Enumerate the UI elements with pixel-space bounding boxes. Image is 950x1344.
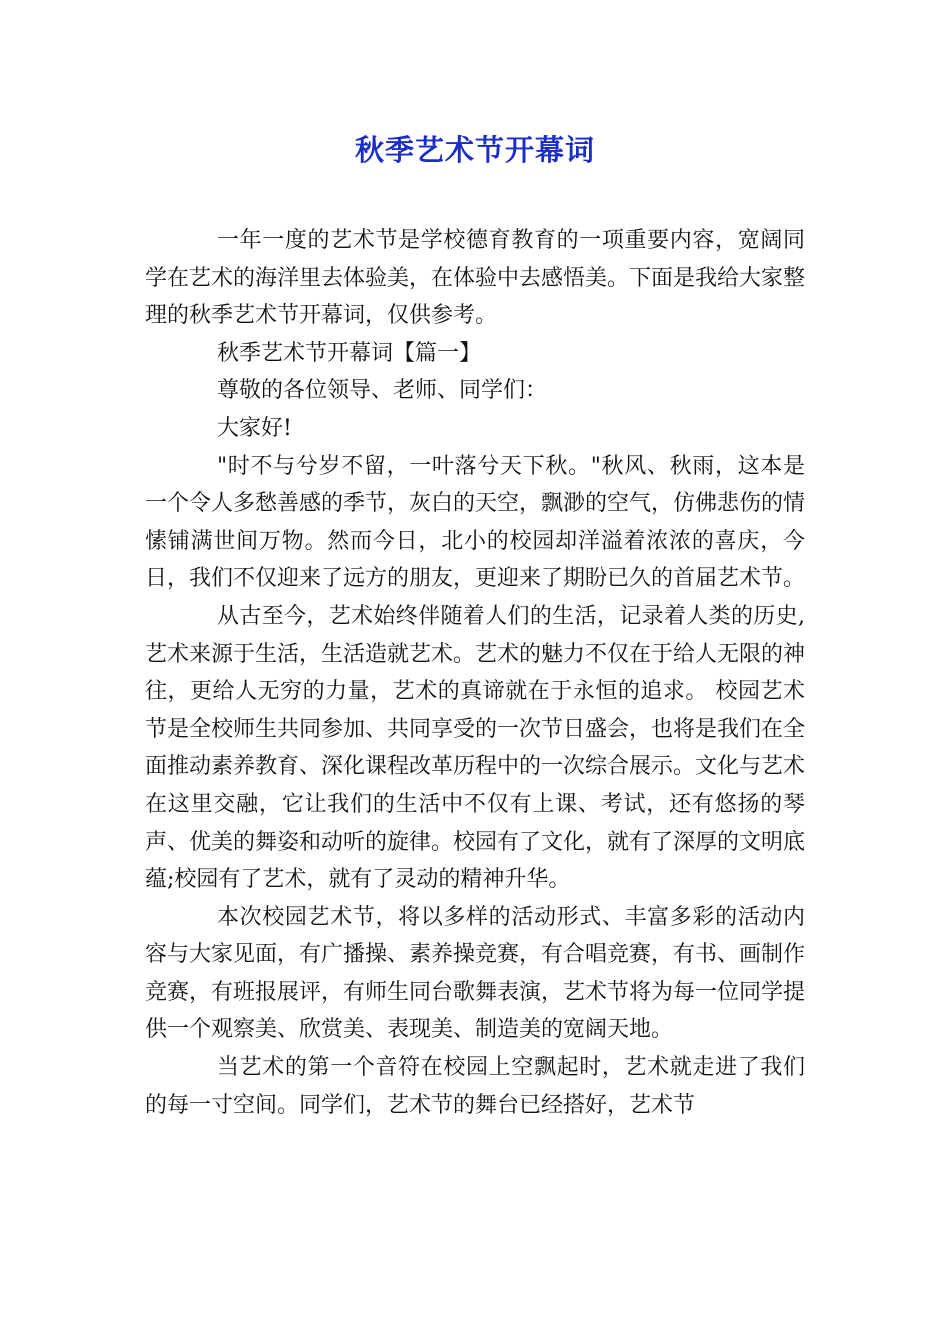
document-body — [145, 222, 805, 1124]
paragraph-intro: 一年一度的艺术节是学校德育教育的一项重要内容，宽阔同学在艺术的海洋里去体验美，在体验中去感悟美。下面是我给大家整理的秋季艺术节开幕词，仅供参考。 — [145, 228, 806, 329]
paragraph-autumn: "时不与兮岁不留，一叶落兮天下秋。"秋风、秋雨，这本是一个令人多愁善感的季节，灰白的天空，飘渺的空气，仿佛悲伤的情愫铺满世间万物。然而今日，北小的校园却洋溢着浓浓的喜庆，今日，我们不仅迎来了远方的朋友，更迎来了期盼已久的首届艺术节。 — [145, 453, 806, 592]
paragraph-activities: 本次校园艺术节，将以多样的活动形式、丰富多彩的活动内容与大家见面，有广播操、素养操竞赛，有合唱竞赛，有书、画制作竞赛，有班报展评，有师生同台歌舞表演，艺术节将为每一位同学提供一个观察美、欣赏美、表现美、制造美的宽阔天地。 — [145, 904, 806, 1043]
document-title: 秋季艺术节开幕词 — [354, 133, 595, 167]
paragraph-art-history: 从古至今，艺术始终伴随着人们的生活，记录着人类的历史,艺术来源于生活，生活造就艺术。艺术的魅力不仅在于给人无限的神往，更给人无穷的力量，艺术的真谛就在于永恒的追求。 校园艺术节是全校师生共同参加、共同享受的一次节日盛会，也将是我们在全面推动素养教育、深化课程改革历程中的一次综合展示。文化与艺术在这里交融，它让我们的生活中不仅有上课、考试，还有悠扬的琴声、优美的舞姿和动听的旋律。校园有了文化，就有了深厚的文明底蕴;校园有了艺术，就有了灵动的精神升华。 — [145, 603, 806, 893]
paragraph-salutation: 尊敬的各位领导、老师、同学们： — [217, 378, 548, 404]
paragraph-closing: 当艺术的第一个音符在校园上空飘起时，艺术就走进了我们的每一寸空间。同学们，艺术节的舞台已经搭好，艺术节 — [145, 1055, 805, 1118]
section-heading: 秋季艺术节开幕词【篇一】 — [217, 340, 482, 366]
paragraph-greeting: 大家好! — [217, 415, 292, 441]
